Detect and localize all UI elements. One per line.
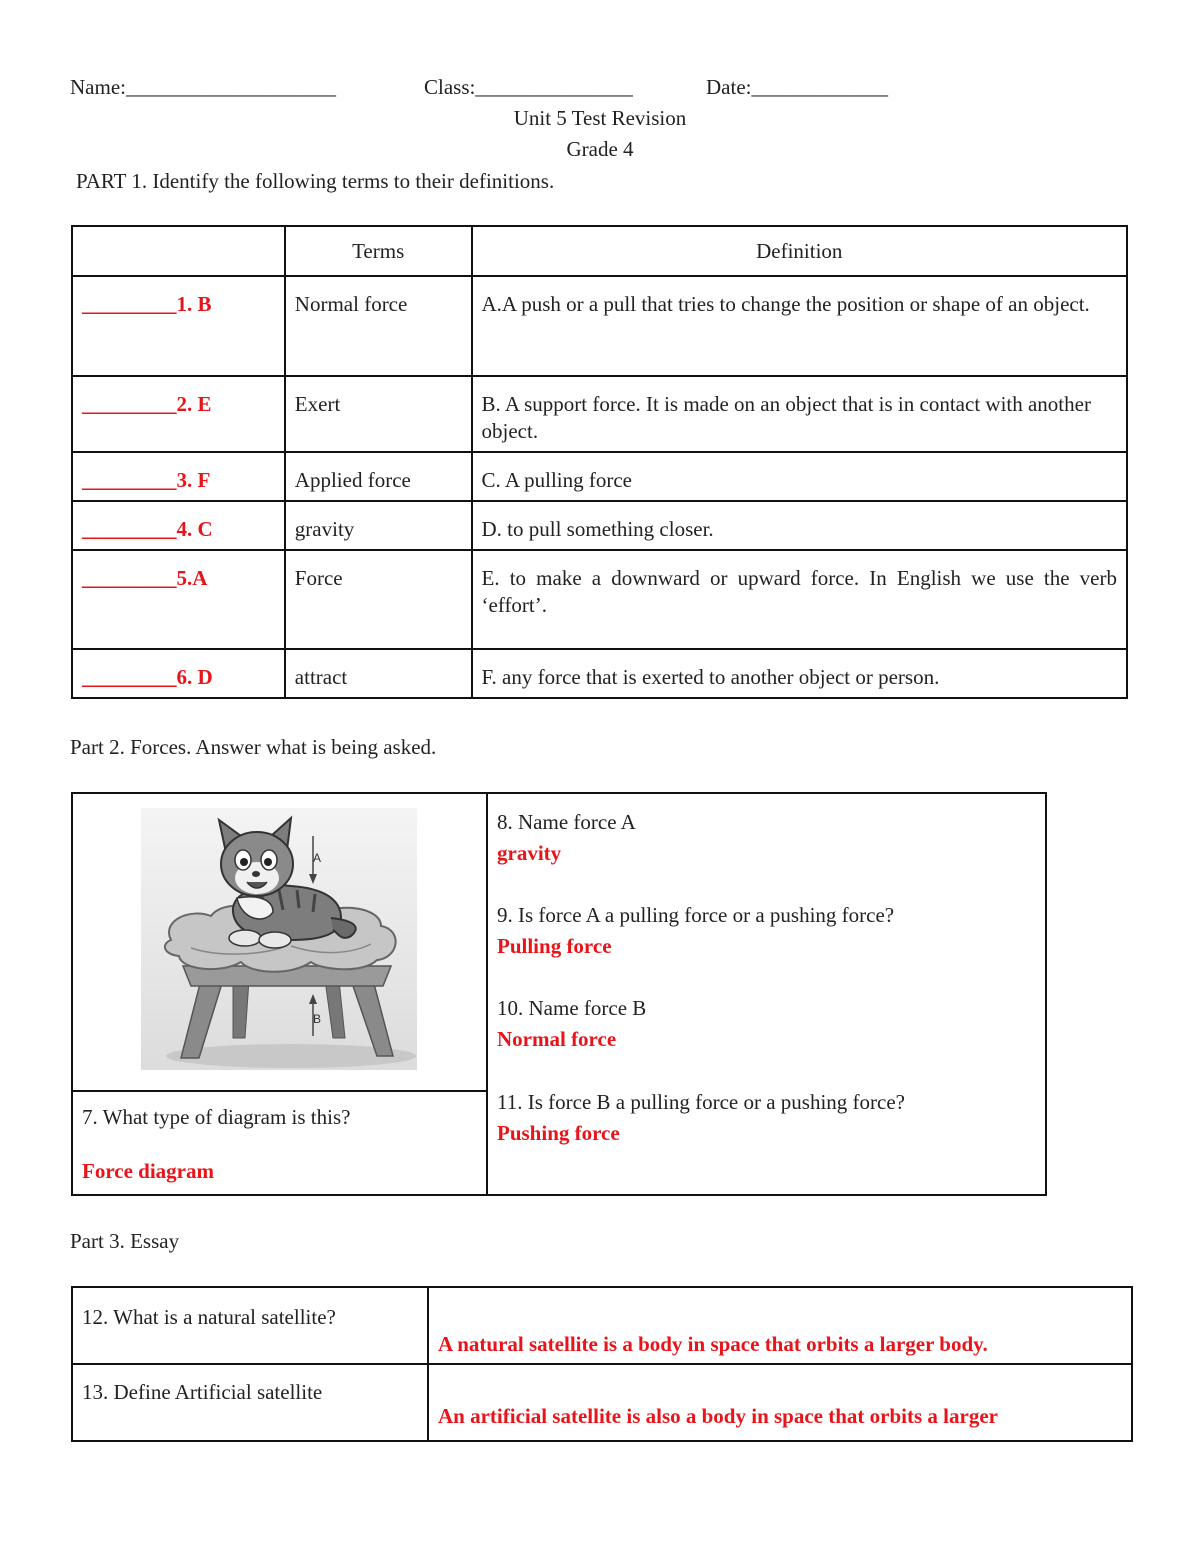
answer-cell: _________5.A <box>72 550 285 649</box>
definition-cell: F. any force that is exerted to another object or person. <box>472 649 1127 698</box>
essay-table <box>71 1286 1133 1442</box>
answer-cell: _________2. E <box>72 376 285 452</box>
forces-table <box>71 792 1047 1196</box>
q11-question: 11. Is force B a pulling force or a pushing force? <box>497 1090 905 1114</box>
header-cell-blank <box>72 226 285 276</box>
header-definition: Definition <box>472 226 1127 276</box>
q8-answer: gravity <box>497 841 562 865</box>
term-cell: Applied force <box>285 452 472 501</box>
q13-question: 13. Define Artificial satellite <box>82 1380 323 1404</box>
term-cell: attract <box>285 649 472 698</box>
force-b-label: B <box>313 1012 322 1026</box>
q13-answer: An artificial satellite is also a body in space that orbits a larger <box>438 1404 998 1428</box>
name-field-label: Name:____________________ <box>70 75 336 99</box>
q11-answer: Pushing force <box>497 1121 620 1145</box>
force-a-label: A <box>313 851 322 865</box>
document-title: Unit 5 Test Revision <box>513 106 687 130</box>
definition-cell: E. to make a downward or upward force. In English we use the verb ‘effort’. <box>472 550 1127 649</box>
date-field-label: Date:_____________ <box>706 75 888 99</box>
table-row <box>72 550 1127 649</box>
definition-cell: C. A pulling force <box>472 452 1127 501</box>
term-cell: gravity <box>285 501 472 550</box>
grade-label: Grade 4 <box>566 137 634 161</box>
answer-cell: _________1. B <box>72 276 285 376</box>
term-cell: Normal force <box>285 276 472 376</box>
term-cell: Exert <box>285 376 472 452</box>
q7-answer: Force diagram <box>82 1159 214 1183</box>
definition-cell: D. to pull something closer. <box>472 501 1127 550</box>
term-cell: Force <box>285 550 472 649</box>
answer-cell: _________4. C <box>72 501 285 550</box>
q10-answer: Normal force <box>497 1027 617 1051</box>
part1-heading: PART 1. Identify the following terms to their definitions. <box>76 169 555 193</box>
q10-question: 10. Name force B <box>497 996 647 1020</box>
column-divider <box>486 794 488 1194</box>
definition-cell: A.A push or a pull that tries to change the position or shape of an object. <box>472 276 1127 376</box>
table-row <box>72 452 1127 501</box>
table-header-row <box>72 226 1127 276</box>
q12-question: 12. What is a natural satellite? <box>82 1305 336 1329</box>
part3-heading: Part 3. Essay <box>70 1229 180 1253</box>
q8-question: 8. Name force A <box>497 810 636 834</box>
force-diagram-image <box>141 808 417 1070</box>
table-row <box>72 376 1127 452</box>
row-divider <box>73 1363 1131 1365</box>
definition-cell: B. A support force. It is made on an object that is in contact with another object. <box>472 376 1127 452</box>
table-row <box>72 276 1127 376</box>
table-row <box>72 649 1127 698</box>
class-field-label: Class:_______________ <box>424 75 633 99</box>
q12-answer: A natural satellite is a body in space that orbits a larger body. <box>438 1332 988 1356</box>
header-terms: Terms <box>285 226 472 276</box>
table-row <box>72 501 1127 550</box>
q9-answer: Pulling force <box>497 934 612 958</box>
row-divider <box>73 1090 486 1092</box>
answer-cell: _________3. F <box>72 452 285 501</box>
q9-question: 9. Is force A a pulling force or a pushing force? <box>497 903 895 927</box>
q7-question: 7. What type of diagram is this? <box>82 1105 351 1129</box>
answer-cell: _________6. D <box>72 649 285 698</box>
part2-heading: Part 2. Forces. Answer what is being asked. <box>70 735 437 759</box>
terms-table <box>71 225 1128 699</box>
